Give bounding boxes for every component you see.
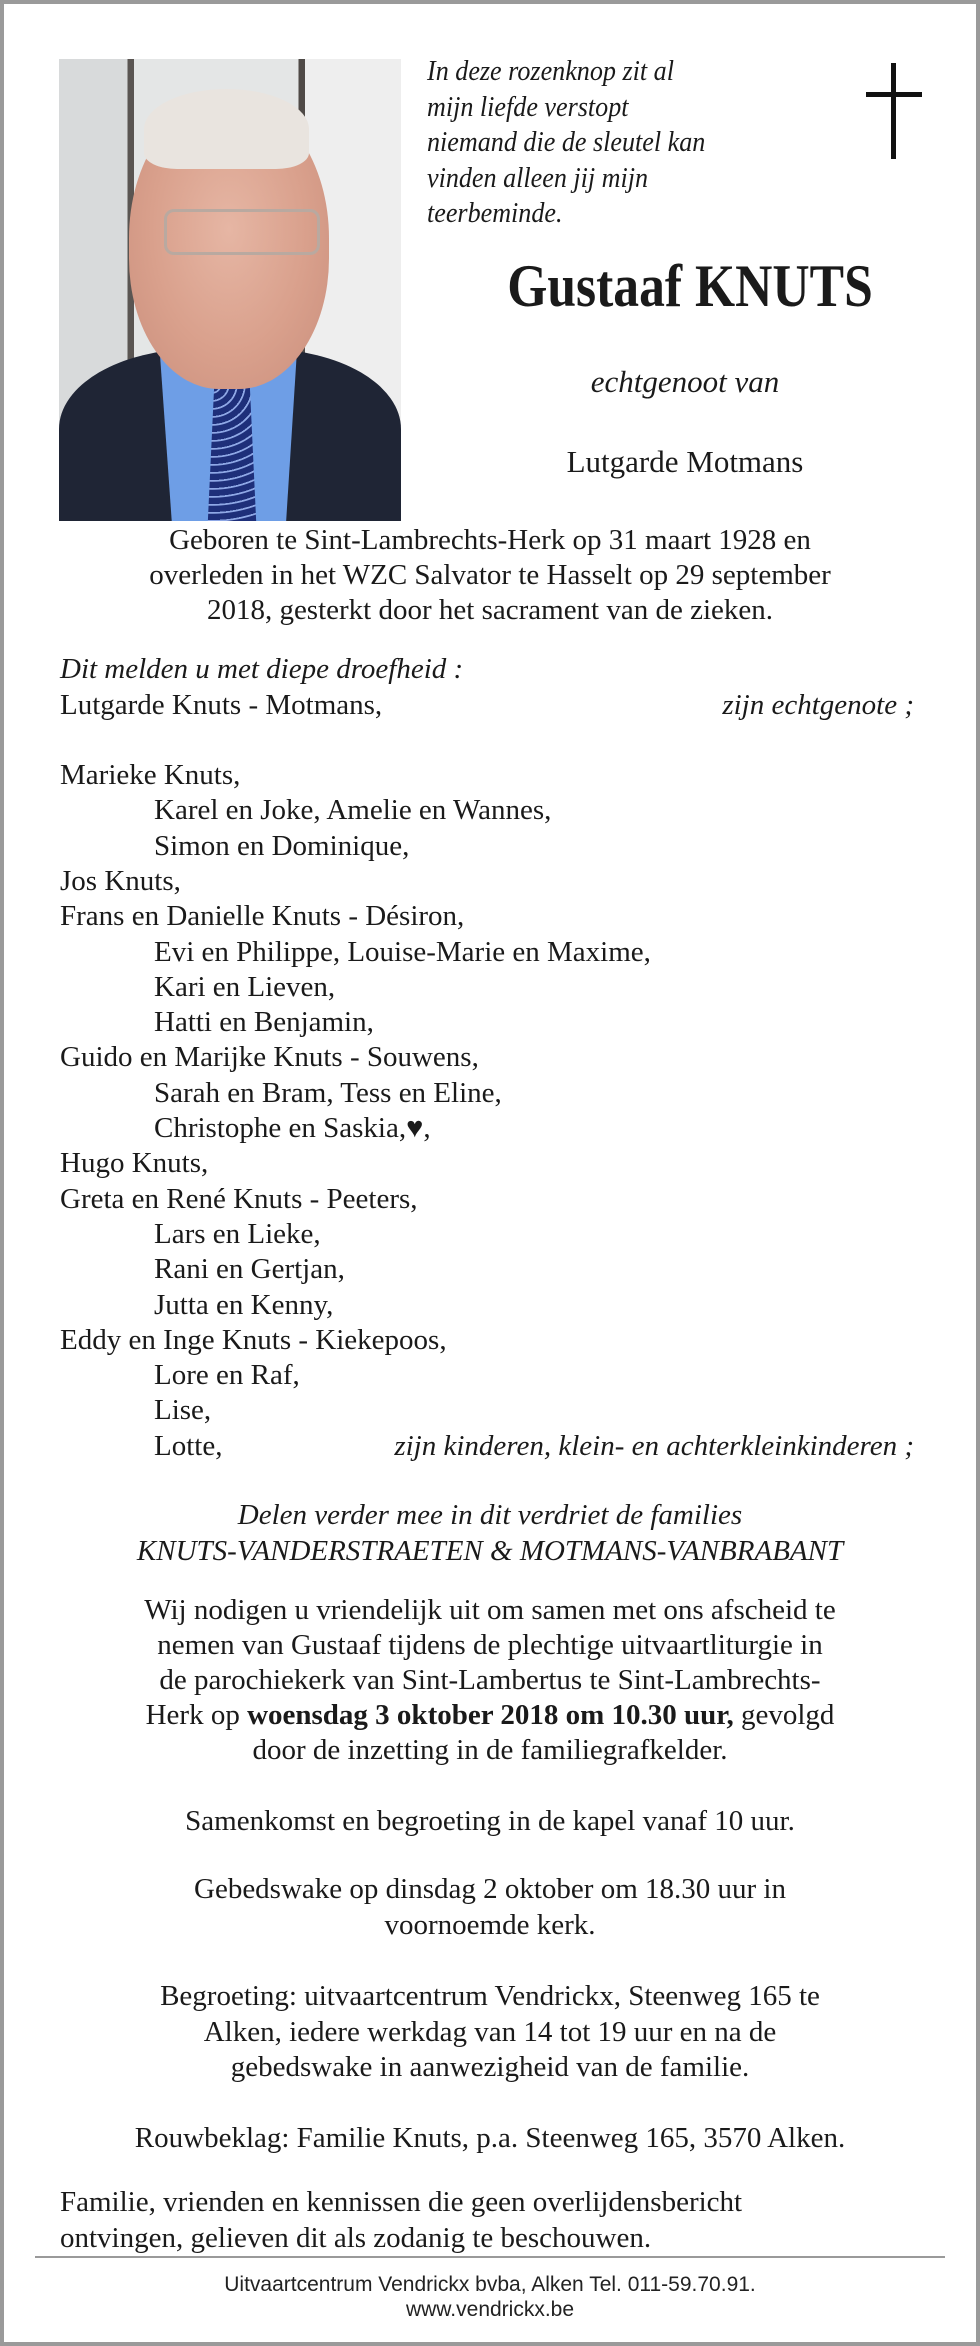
visit-line: Begroeting: uitvaartcentrum Vendrickx, Steenweg 165 te (160, 1980, 820, 2012)
family-member-line: Greta en René Knuts - Peeters, (60, 1182, 418, 1215)
visit-line: gebedswake in aanwezigheid van de familie. (230, 2051, 750, 2083)
divider (35, 2256, 945, 2258)
poem-line: mijn liefde verstopt (427, 90, 629, 123)
invite-line: de parochiekerk van Sint-Lambertus te Sint-Lambrechts- (159, 1664, 821, 1696)
families-line: KNUTS-VANDERSTRAETEN & MOTMANS-VANBRABANT (136, 1535, 844, 1567)
birth-line: 2018, gesterkt door het sacrament van de zieken. (206, 594, 774, 626)
poem (427, 54, 705, 232)
invite-line: door de inzetting in de familiegrafkelder. (252, 1734, 728, 1766)
gathering-line: Samenkomst en begroeting in de kapel vanaf 10 uur. (185, 1805, 795, 1837)
family-member-line: Evi en Philippe, Louise-Marie en Maxime, (154, 935, 651, 968)
deceased-name: Gustaaf KNUTS (507, 253, 873, 319)
family-member-line: Lore en Raf, (154, 1359, 300, 1392)
poem-line: teerbeminde. (427, 197, 563, 229)
family-member-line: Simon en Dominique, (154, 829, 410, 862)
wake-line: voornoemde kerk. (384, 1909, 596, 1941)
family-member-line: Marieke Knuts, (60, 759, 241, 791)
invite-text: gevolgd (733, 1699, 835, 1731)
families-line: Delen verder mee in dit verdriet de families (237, 1499, 743, 1531)
footer-company: Uitvaartcentrum Vendrickx bvba, Alken Tel. 011-59.70.91. (224, 2273, 756, 2296)
family-member-line: Frans en Danielle Knuts - Désiron, (60, 900, 465, 933)
family-member-line: Lotte, (154, 1429, 223, 1462)
invite-line (0, 1697, 980, 1733)
family-member-line: Eddy en Inge Knuts - Kiekepoos, (60, 1323, 447, 1356)
family-member-line: Hatti en Benjamin, (154, 1006, 374, 1039)
spouse-line-role: zijn echtgenote ; (722, 689, 914, 721)
spouse-line-name: Lutgarde Knuts - Motmans, (60, 689, 383, 721)
wake-line: Gebedswake op dinsdag 2 oktober om 18.30 uur in (194, 1873, 786, 1905)
poem-line: In deze rozenknop zit al (427, 55, 674, 87)
announce-intro: Dit melden u met diepe droefheid : (60, 653, 464, 685)
poem-line: vinden alleen jij mijn (427, 161, 649, 194)
family-member-line: Rani en Gertjan, (154, 1253, 345, 1286)
closing-line: Familie, vrienden en kennissen die geen overlijdensbericht (60, 2186, 743, 2218)
portrait-photo (59, 59, 401, 521)
footer-website[interactable]: www.vendrickx.be (405, 2298, 575, 2321)
family-member-line: Jutta en Kenny, (154, 1288, 334, 1321)
family-member-line: Kari en Lieven, (154, 970, 336, 1003)
family-role: zijn kinderen, klein- en achterkleinkinderen ; (394, 1430, 914, 1462)
spouse-name: Lutgarde Motmans (566, 444, 804, 479)
family-member-line: Lise, (154, 1394, 212, 1427)
family-member-line: Lars en Lieke, (154, 1217, 321, 1250)
spouse-label: echtgenoot van (590, 364, 780, 399)
invite-line: nemen van Gustaaf tijdens de plechtige uitvaartliturgie in (157, 1629, 823, 1661)
family-member-line: Sarah en Bram, Tess en Eline, (154, 1076, 502, 1109)
invite-line: Wij nodigen u vriendelijk uit om samen met ons afscheid te (144, 1594, 836, 1626)
birth-line: overleden in het WZC Salvator te Hasselt op 29 september (149, 559, 831, 591)
poem-line: niemand die de sleutel kan (427, 126, 706, 158)
birth-line: Geboren te Sint-Lambrechts-Herk op 31 maart 1928 en (169, 524, 811, 556)
family-member-line: Karel en Joke, Amelie en Wannes, (154, 794, 552, 827)
family-member-line: Guido en Marijke Knuts - Souwens, (60, 1041, 479, 1074)
cross-icon (866, 63, 922, 159)
visit-line: Alken, iedere werkdag van 14 tot 19 uur en na de (203, 2016, 777, 2048)
invite-text: Herk op (145, 1699, 248, 1731)
family-member-line: Jos Knuts, (60, 864, 181, 897)
family-member-line: Christophe en Saskia,♥, (154, 1112, 431, 1144)
condolence-line: Rouwbeklag: Familie Knuts, p.a. Steenweg 165, 3570 Alken. (134, 2122, 846, 2154)
funeral-datetime: woensdag 3 oktober 2018 om 10.30 uur, (247, 1699, 734, 1731)
family-member-line: Hugo Knuts, (60, 1147, 209, 1180)
closing-line: ontvingen, gelieven dit als zodanig te beschouwen. (60, 2222, 652, 2254)
